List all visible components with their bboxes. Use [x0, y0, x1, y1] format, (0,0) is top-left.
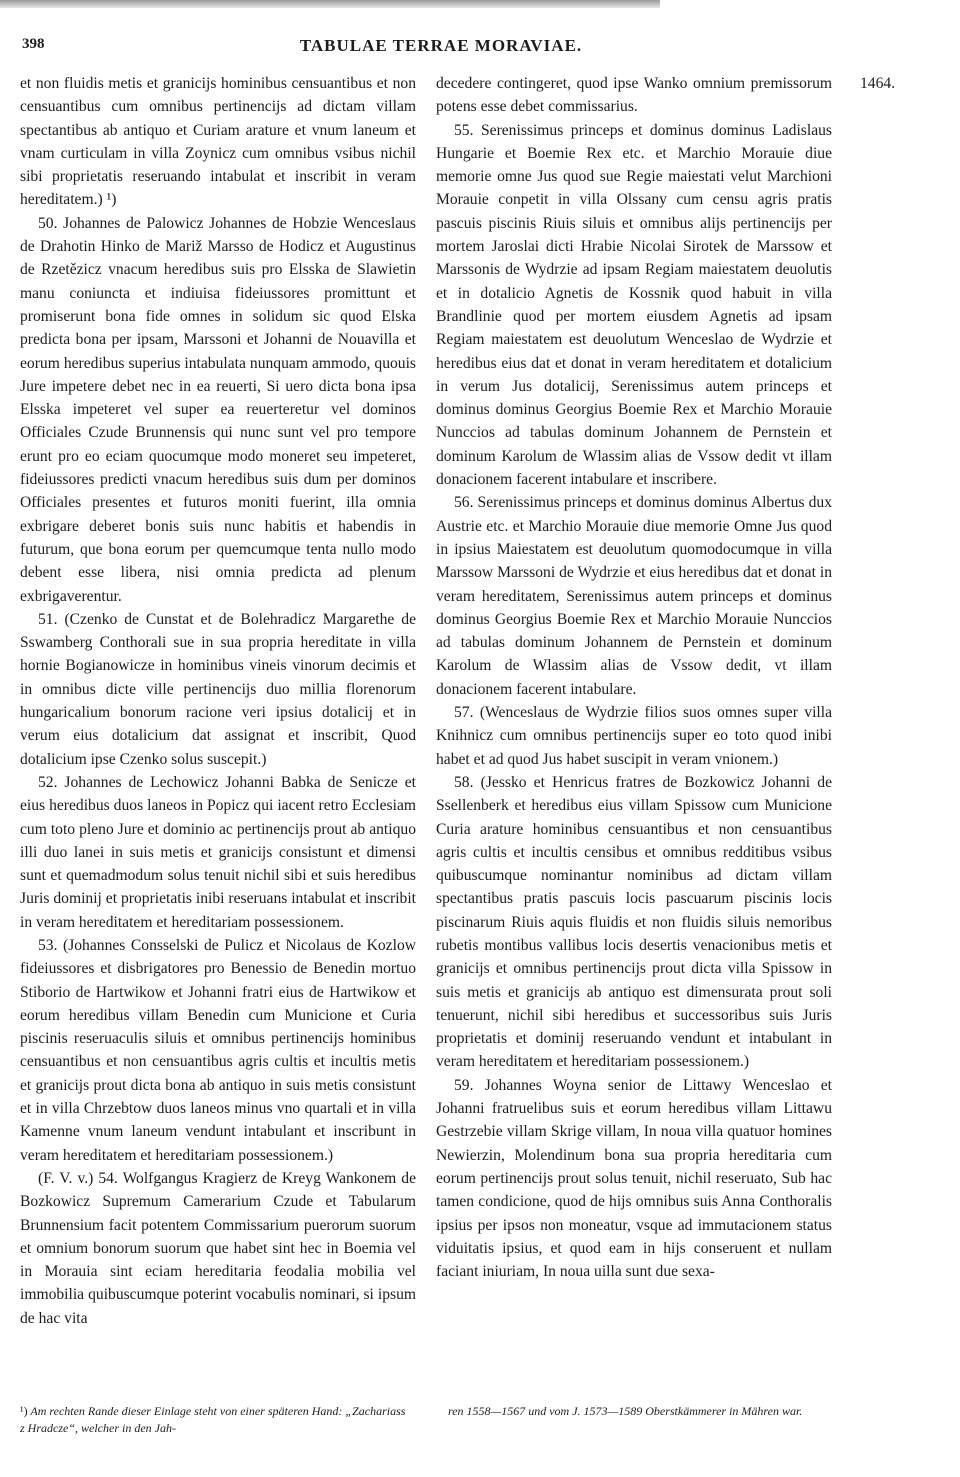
entry-57: 57. (Wenceslaus de Wydrzie filios suos omnes super villa Knihnicz cum omnibus pertinencijs super eo toto quod inibi habet et ad quod Jus habet suscipit in veram vnionem.) — [436, 704, 832, 768]
entry-50: 50. Johannes de Palowicz Johannes de Hobzie Wenceslaus de Drahotin Hinko de Mariž Marsso de Hodicz et Augustinus de Rzetězicz vnacum heredibus suis pro Elsska de Slawietin manu coniuncta et indiuisa fideiussores promittunt et promiserunt bona fide omnes in solidum sic quod Elska predicta bona per ipsam, Marssoni et Johanni de Nouavilla et eorum heredibus superius intabulata nunquam ammodo, quouis Jure impetere debet nec in ea reuerti, Si uero dicta bona ipsa Elsska impeteret vel super ea reuerteretur vel dominos Officiales Czude Brunnensis qui nunc sunt vel pro tempore erunt pro eo eciam quocumque modo moneret seu impeteret, fideiussores predicti vnacum heredibus suis dum per dominos Officiales presentes et futuros moniti fuerint, illa omnia exbrigare deberet bonis suis nunc habitis et habendis in futurum, que bona eorum per quemcumque tenta nullo modo debent esse libera, nisi omnia predicta ad plenum exbrigaverentur. — [20, 214, 416, 605]
entry-53: 53. (Johannes Consselski de Pulicz et Nicolaus de Kozlow fideiussores et disbrigatores pro Benessio de Benedin mortuo Stiborio de Hartwikow et Johanni fratri eius de Hartwikow et eorum heredibus villam Benedin cum Municione et Curia piscinis reseruaculis siluis et omnibus pertinencijs hominibus censuantibus et non censuantibus agris cultis et incultis metis et granicijs prout dicta bona ab antiquo in suis metis consistunt et in villa Chrzebtow duos laneos minus vno quartali et in villa Kamenne vnum laneum vendunt intabulant et inscribunt in veram hereditatem et hereditariam possessionem.) — [20, 936, 416, 1164]
footnote-right — [448, 1403, 838, 1420]
left-column — [20, 72, 416, 1330]
page-number: 398 — [22, 36, 45, 52]
entry-52: 52. Johannes de Lechowicz Johanni Babka de Senicze et eius heredibus duos laneos in Popicz qui iacent retro Ecclesiam cum toto pleno Jure et dominio ac pertinencijs prout ab antiquo illi duo lanei in suis metis et granicijs consistunt et dimensi sunt et quemadmodum solus tenuit nichil sibi et suis heredibus Juris dominij et proprietatis inibi reseruans intabulat et inscribit in veram hereditatem et hereditariam possessionem. — [20, 773, 416, 931]
entry-56: 56. Serenissimus princeps et dominus dominus Albertus dux Austrie etc. et Marchio Morauie diue memorie Omne Jus quod in ipsius Maiestatem est deuolutum quomodocumque in villa Marssow Marssoni de Wydrzie et eius heredibus dat et donat in veram hereditatem, Serenissimus autem princeps et dominus dominus Georgius Boemie Rex et Marchio Morauie Nunccios ad tabulas dominum Johannem de Pernstein et dominum Karolum de Wlassim alias de Vssow dedit, vt illam donacionem facerent intabulare. — [436, 494, 832, 698]
footnote-left — [20, 1403, 410, 1436]
entry-58: 58. (Jessko et Henricus fratres de Bozkowicz Johanni de Ssellenberk et heredibus eius villam Spissow cum Municione Curia arature hominibus censuantibus et non censuantibus agris cultis et incultis censibus et omnibus redditibus vsibus quibuscumque nominantur nominibus ad dictam villam spectantibus pratis pascuis locis pascuarum piscinis locis piscinarum Riuis aquis fluidis et non fluidis siluis nemoribus rubetis montibus vallibus locis desertis venacionibus metis et granicijs et omnibus pertinencijs prout dicta villa Spissow in suis metis et granicijs ab antiquo est dimensurata prout soli tenuerunt, nichil sibi heredibus et successoribus suis Juris proprietatis et dominij reseruando vendunt et intabulant in veram hereditatem et hereditariam possessionem.) — [436, 773, 832, 1071]
page-header — [22, 36, 860, 60]
paragraph: et non fluidis metis et granicijs hominibus censuantibus et non censuantibus cum omnibus pertinencijs ad dictam villam spectantibus ab antiquo et Curiam arature et vnum laneum et vnam curticulam in villa Zoynicz cum omnibus vsibus nichil sibi proprietatis reseruando intabulat et inscribit in veram hereditatem.) ¹) — [20, 75, 416, 209]
margin-year: 1464. — [860, 75, 896, 92]
footnote-text-right: ren 1558—1567 und vom J. 1573—1589 Oberstkämmerer in Mähren war. — [448, 1404, 803, 1418]
entry-51: 51. (Czenko de Cunstat et de Bolehradicz Margarethe de Sswamberg Conthorali sue in sua propria hereditate in villa hornie Bogianowicze in hominibus vineis vinorum decimis et in omnibus dicte ville pertinencijs duo millia florenorum hungaricalium bonorum racione veri ipsius dotalicij et in verum eius dotalicium dat assignat et inscribit, Quod dotalicium ipse Czenko solus suscepit.) — [20, 610, 416, 768]
footnote-mark: ¹) — [20, 1404, 28, 1418]
running-title: TABULAE TERRAE MORAVIAE. — [299, 36, 583, 55]
footnote-text-left: Am rechten Rande dieser Einlage steht von einer späteren Hand: „Zachariass z Hradcze“, welcher in den Jah- — [20, 1404, 406, 1435]
scan-edge — [0, 0, 660, 8]
entry-54: (F. V. v.) 54. Wolfgangus Kragierz de Kreyg Wankonem de Bozkowicz Supremum Camerarium Czude et Tabularum Brunnensium facit potentem Commissarium puerorum suorum et omnium bonorum suorum que habet sint hec in Boemia vel in Morauia sint eciam hereditaria feodalia mobilia vel immobilia quibuscumque poterint vocabulis nominari, si ipsum de hac vita — [20, 1169, 416, 1327]
right-column — [436, 72, 832, 1283]
entry-59: 59. Johannes Woyna senior de Littawy Wenceslao et Johanni fratruelibus suis et eorum heredibus villam Littawu Gestrzebie villam Skrige villam, In noua villa quatuor homines Newierzin, Molendinum bona sua propria hereditaria cum eorum pertinencijs prout solus tenuit, nichil reseruato, Sub hac tamen condicione, quod de hijs omnibus suis Anna Conthoralis ipsius per ipsos non moneatur, vsque ad immutacionem status viduitatis ipsius, et quod eam in hijs conseruent et nullam faciant iniuriam, In noua uilla sunt due sexa- — [436, 1076, 832, 1281]
entry-55: 55. Serenissimus princeps et dominus dominus Ladislaus Hungarie et Boemie Rex etc. et Marchio Morauie diue memorie omne Jus quod sue Regie maiestati velut Marchioni Morauie conpetit in villa Olssany cum censu agris pratis pascuis piscinis Riuis siluis et omnibus alijs pertinencijs per mortem Jaroslai dicti Hrabie Nicolai Sirotek de Marssow et Marssonis de Wydrzie ad ipsam Regiam maiestatem deuolutis et in dotalicio Agnetis de Kossnik quod habuit in villa Brandlinie quod per mortem eiusdem Agnetis ad ipsam Regiam maiestatem est deuolutum Wenceslao de Wydrzie et heredibus eius dat et donat in veram hereditatem et dotalicium in verum Jus dotalicij, Serenissimus autem princeps et dominus dominus Georgius Boemie Rex et Marchio Morauie Nunccios ad tabulas dominum Johannem de Pernstein et dominum Karolum de Wlassim alias de Vssow dedit vt illam donacionem facerent intabulare et inscribere. — [436, 121, 832, 489]
paragraph: decedere contingeret, quod ipse Wanko omnium premissorum potens esse debet commissarius. — [436, 75, 832, 116]
